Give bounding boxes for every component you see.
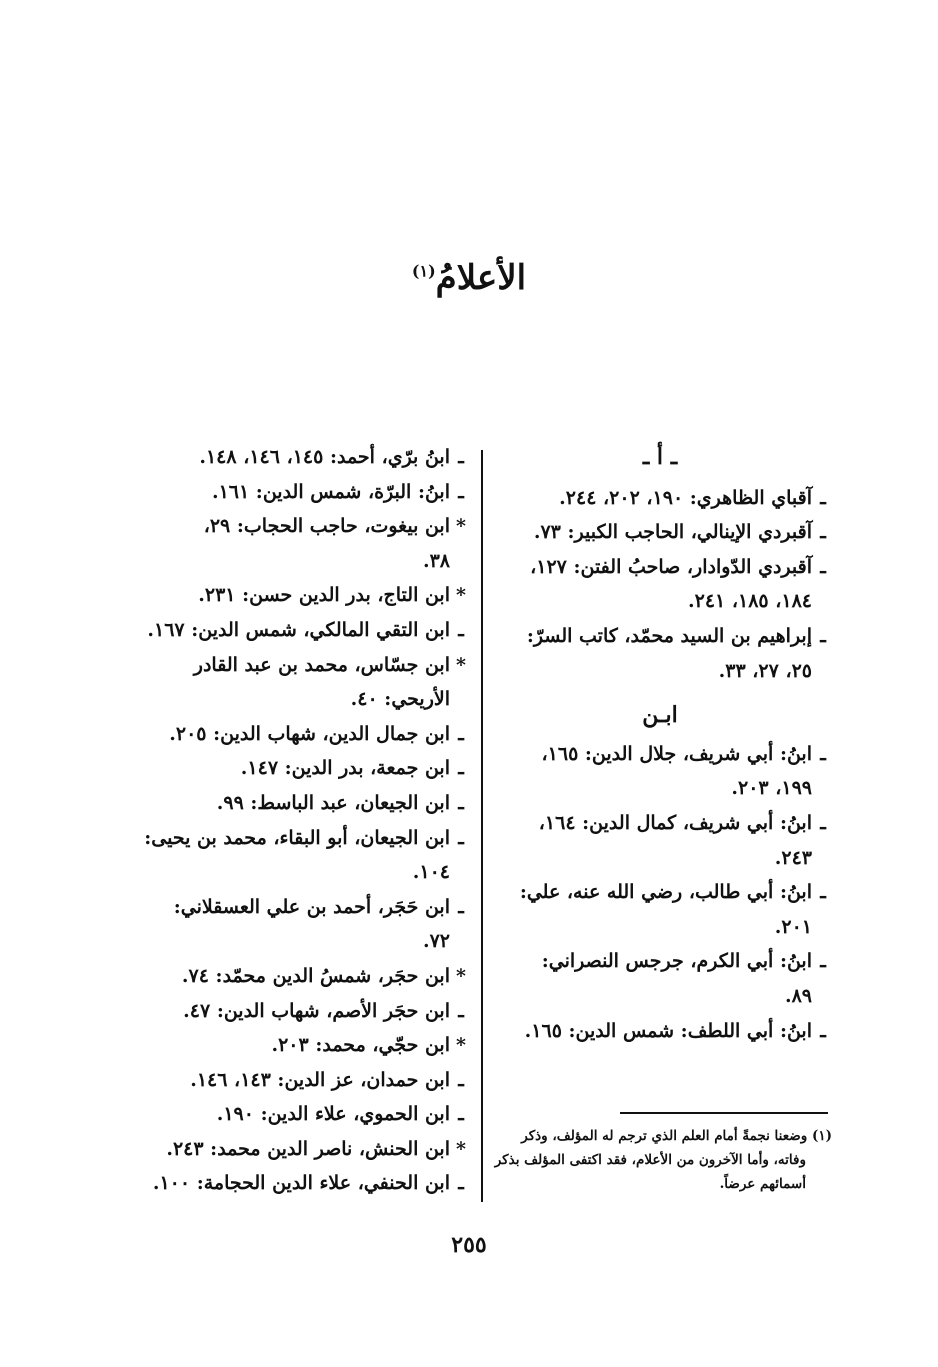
right-column — [488, 440, 832, 1048]
entry-text: ابن التقي المالكي، شمس الدين: ١٦٧. — [147, 618, 450, 641]
index-entry — [488, 1014, 832, 1049]
entry-mark: ـ — [458, 757, 464, 780]
entry-text: ابنُ: البرّة، شمس الدين: ١٦١. — [211, 480, 450, 503]
entry-text: ابن حجَر الأصم، شهاب الدين: ٤٧. — [183, 999, 450, 1022]
index-entry — [488, 806, 832, 875]
entry-text: ابن الحنفي، علاء الدين الحجامة: ١٠٠. — [152, 1172, 450, 1195]
index-entry — [132, 509, 470, 578]
entry-text: ابن جمال الدين، شهاب الدين: ٢٠٥. — [169, 722, 450, 745]
entry-mark: ـ — [458, 618, 464, 641]
entry-text: ابن حجَر، شمسُ الدين محمّد: ٧٤. — [181, 964, 450, 987]
entry-continuation: ١٩٩، ٢٠٣. — [731, 777, 812, 800]
left-column — [132, 440, 470, 1201]
entry-text: ابن الحنش، ناصر الدين محمد: ٢٤٣. — [166, 1137, 450, 1160]
entry-mark: ـ — [458, 826, 464, 849]
index-entry — [132, 821, 470, 890]
entry-mark: * — [456, 1137, 466, 1160]
entry-text: ابنُ: أبي شريف، كمال الدين: ١٦٤، — [538, 811, 812, 834]
entry-mark: ـ — [820, 1019, 826, 1042]
entry-text: ابن التاج، بدر الدين حسن: ٢٣١. — [198, 584, 450, 607]
entry-mark: ـ — [820, 950, 826, 973]
entry-mark: ـ — [820, 486, 826, 509]
entry-mark: * — [456, 1034, 466, 1057]
entry-mark: ـ — [458, 895, 464, 918]
index-entry — [132, 1028, 470, 1063]
index-entry — [488, 515, 832, 550]
index-entry — [488, 619, 832, 688]
index-entry — [132, 475, 470, 510]
entry-text: ابنُ: أبي طالب، رضي الله عنه، علي: — [519, 881, 812, 904]
index-entry — [132, 1166, 470, 1201]
entry-continuation: ٣٨. — [422, 549, 450, 572]
index-entry — [488, 875, 832, 944]
entry-text: ابنُ: أبي شريف، جلال الدين: ١٦٥، — [541, 742, 812, 765]
entry-text: ابن الحموي، علاء الدين: ١٩٠. — [216, 1103, 450, 1126]
index-entry — [488, 737, 832, 806]
entry-text: ابن بيغوت، حاجب الحجاب: ٢٩، — [203, 515, 450, 538]
index-entry — [132, 786, 470, 821]
entry-mark: * — [456, 964, 466, 987]
entry-continuation: ٨٩. — [784, 984, 812, 1007]
entry-mark: ـ — [820, 555, 826, 578]
entry-text: ابن جمعة، بدر الدين: ١٤٧. — [240, 757, 450, 780]
entry-mark: ـ — [820, 624, 826, 647]
entry-mark: ـ — [458, 1068, 464, 1091]
entry-mark: ـ — [820, 521, 826, 544]
entry-text: ابنُ: أبي اللطف: شمس الدين: ١٦٥. — [524, 1019, 812, 1042]
entry-mark: ـ — [458, 722, 464, 745]
entry-text: ابنُ برّي، أحمد: ١٤٥، ١٤٦، ١٤٨. — [199, 446, 450, 468]
entry-continuation: ١٠٤. — [412, 861, 450, 884]
page-title-text: الأعلامُ — [435, 258, 527, 298]
entry-mark: ـ — [458, 1172, 464, 1195]
footnote-rule — [620, 1112, 828, 1114]
index-entry — [132, 890, 470, 959]
index-entry — [132, 1132, 470, 1167]
entry-continuation: ٢٤٣. — [774, 846, 812, 869]
entry-mark: ـ — [458, 446, 464, 468]
entry-text: ابن الجيعان، أبو البقاء، محمد بن يحيى: — [144, 826, 450, 849]
entry-mark: ـ — [458, 480, 464, 503]
index-entry — [132, 613, 470, 648]
entry-continuation: ٢٠١. — [774, 915, 812, 938]
entry-mark: ـ — [458, 999, 464, 1022]
entry-text: آقبردي الإينالي، الحاجب الكبير: ٧٣. — [533, 521, 812, 544]
entry-continuation: ٧٢. — [422, 930, 450, 953]
entry-text: آقباي الظاهري: ١٩٠، ٢٠٢، ٢٤٤. — [559, 486, 812, 509]
index-entry — [132, 751, 470, 786]
entry-continuation: ٢٥، ٢٧، ٣٣. — [718, 659, 812, 682]
entry-mark: * — [456, 653, 466, 676]
entry-continuation: ١٨٤، ١٨٥، ٢٤١. — [688, 590, 812, 613]
footnote-continuation: وفاته، وأما الآخرون من الأعلام، فقد اكتفى المؤلف بذكر أسمائهم عرضاً. — [494, 1152, 806, 1192]
index-entry — [488, 944, 832, 1013]
index-entry — [132, 648, 470, 717]
index-entry — [488, 550, 832, 619]
index-entry — [132, 440, 470, 475]
entry-mark: ـ — [820, 881, 826, 904]
index-entry — [132, 717, 470, 752]
page-title — [0, 258, 938, 298]
entry-mark: ـ — [820, 742, 826, 765]
entry-text: ابن حمدان، عز الدين: ١٤٣، ١٤٦. — [190, 1068, 450, 1091]
title-footnote-ref: (١) — [411, 261, 436, 281]
entry-text: ابن الجيعان، عبد الباسط: ٩٩. — [216, 791, 450, 814]
footnote-text: (١) وضعنا نجمةً أمام العلم الذي ترجم له المؤلف، وذكر — [521, 1128, 832, 1144]
index-entry — [132, 1063, 470, 1098]
entry-text: ابن حَجَر، أحمد بن علي العسقلاني: — [173, 895, 450, 918]
entry-mark: * — [456, 584, 466, 607]
entry-mark: ـ — [458, 791, 464, 814]
index-entry — [488, 481, 832, 516]
entry-text: إبراهيم بن السيد محمّد، كاتب السرّ: — [526, 624, 812, 647]
index-entry — [132, 578, 470, 613]
entry-text: ابن جسّاس، محمد بن عبد القادر — [193, 653, 450, 676]
entry-text: ابن حجّي، محمد: ٢٠٣. — [271, 1034, 450, 1057]
index-entry — [132, 1097, 470, 1132]
section-heading-alif: ـ أ ـ — [642, 444, 678, 470]
entry-mark: * — [456, 515, 466, 538]
entry-mark: ـ — [458, 1103, 464, 1126]
index-entry — [132, 994, 470, 1029]
column-divider — [481, 450, 483, 1202]
entry-text: آقبردي الدّوادار، صاحبُ الفتن: ١٢٧، — [530, 555, 812, 578]
section-heading-ibn: ابـن — [642, 702, 678, 729]
entry-mark: ـ — [820, 811, 826, 834]
footnote — [488, 1124, 832, 1196]
entry-continuation: الأريحي: ٤٠. — [350, 688, 450, 711]
index-entry — [132, 959, 470, 994]
page-number: ٢٥٥ — [451, 1232, 487, 1258]
entry-text: ابنُ: أبي الكرم، جرجس النصراني: — [541, 950, 812, 973]
